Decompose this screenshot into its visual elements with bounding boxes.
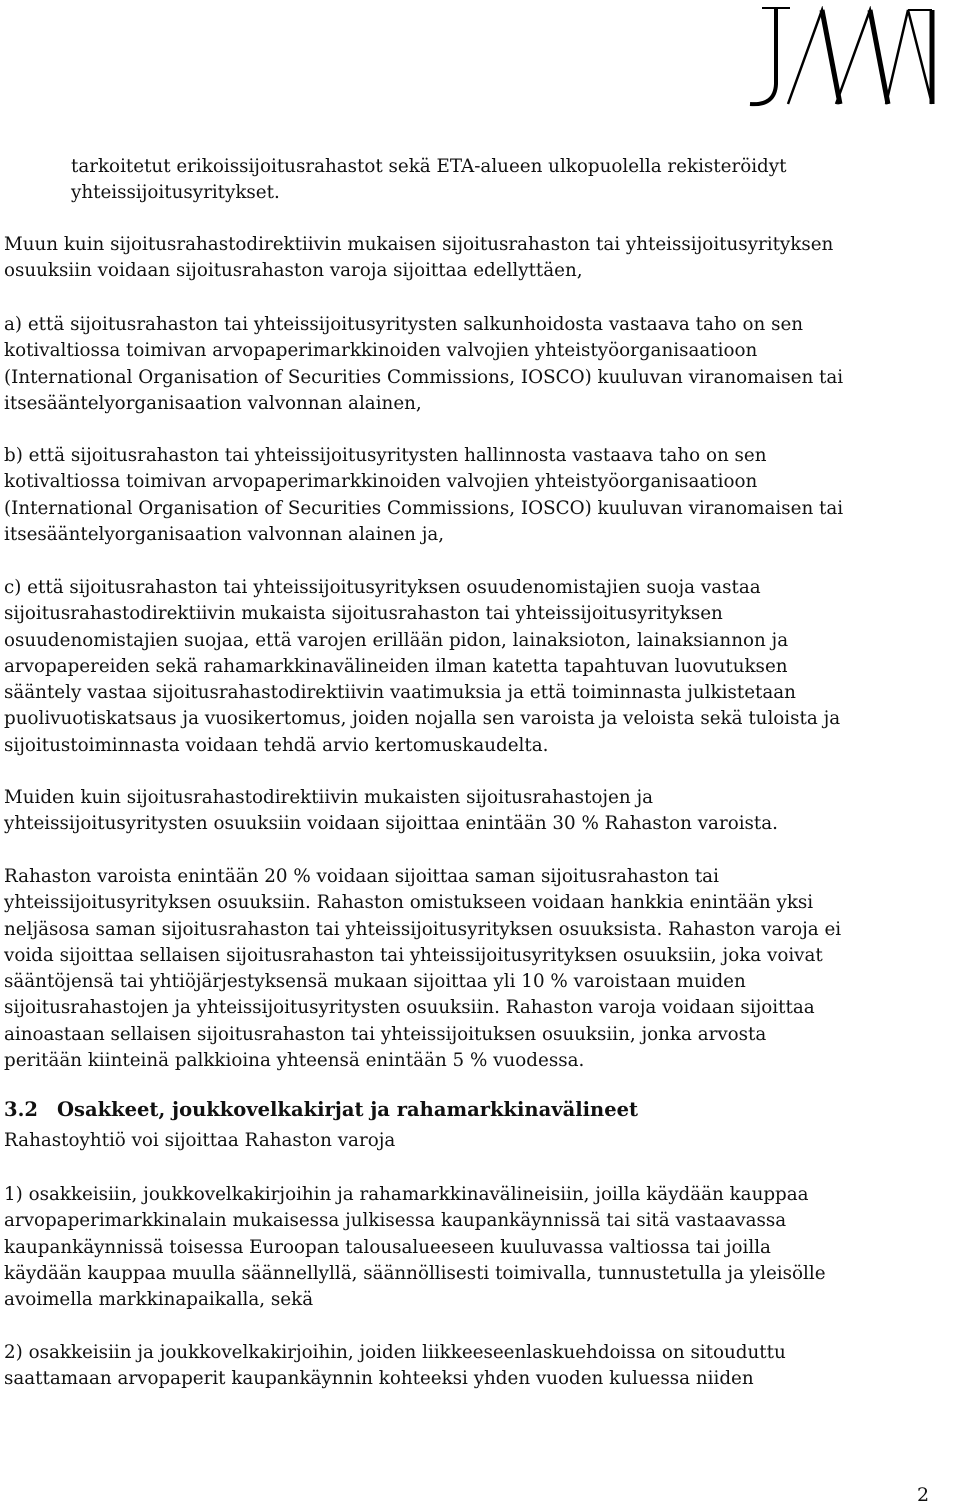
jam-logo — [736, 6, 942, 110]
paragraph-limit-30: Muiden kuin sijoitusrahastodirektiivin mukaisten sijoitusrahastojen ja yhteissijoitusyritysten osuuksiin voidaan sijoittaa enintään 30 % Rahaston varoista. — [4, 787, 778, 835]
paragraph-conditions-intro: Muun kuin sijoitusrahastodirektiivin mukaisen sijoitusrahaston tai yhteissijoitusyrityksen osuuksiin voidaan sijoitusrahaston varoja sijoittaa edellyttäen, — [4, 234, 834, 282]
paragraph-item-2: 2) osakkeisiin ja joukkovelkakirjoihin, joiden liikkeeseenlaskuehdoissa on sitouduttu saattamaan arvopaperit kaupankäynnin kohteeksi yhden vuoden kuluessa niiden — [4, 1342, 786, 1390]
section-title: Osakkeet, joukkovelkakirjat ja rahamarkkinavälineet — [57, 1098, 639, 1121]
paragraph-item-1: 1) osakkeisiin, joukkovelkakirjoihin ja rahamarkkinavälineisiin, joilla käydään kauppaa arvopaperimarkkinalain mukaisessa julkisessa kaupankäynnissä tai sitä vastaavassa kaupankäynnissä toisessa Euroopan talousalueeseen kuuluvassa valtiossa tai joilla käydään kauppaa muulla säännellyllä, säännöllisesti toimivalla, tunnustetulla ja yleisölle avoimella markkinapaikalla, sekä — [4, 1184, 826, 1311]
section-heading — [4, 1096, 638, 1124]
paragraph-condition-c: c) että sijoitusrahaston tai yhteissijoitusyrityksen osuudenomistajien suoja vastaa sijoitusrahastodirektiivin mukaista sijoitusrahaston tai yhteissijoitusyrityksen osuudenomistajien suojaa, että varojen erillään pidon, lainaksioton, lainaksiannon ja arvopapereiden sekä rahamarkkinavälineiden ilman katetta tapahtuvan luovutuksen sääntely vastaa sijoitusrahastodirektiivin vaatimuksia ja että toiminnasta julkistetaan puolivuotiskatsaus ja vuosikertomus, joiden nojalla sen varoista ja veloista sekä tuloista ja sijoitustoiminnasta voidaan tehdä arvio kertomuskaudelta. — [4, 577, 841, 756]
paragraph-condition-a: a) että sijoitusrahaston tai yhteissijoitusyritysten salkunhoidosta vastaava taho on sen kotivaltiossa toimivan arvopaperimarkkinoiden valvojien yhteistyöorganisaatioon (International Organisation of Securities Commissions, IOSCO) kuuluvan viranomaisen tai itsesääntelyorganisaation valvonnan alainen, — [4, 314, 844, 414]
paragraph-intro: Rahastoyhtiö voi sijoittaa Rahaston varoja — [4, 1130, 396, 1151]
paragraph-continuation: tarkoitetut erikoissijoitusrahastot sekä ETA-alueen ulkopuolella rekisteröidyt yhteissijoitusyritykset. — [71, 156, 787, 204]
page-number: 2 — [917, 1484, 930, 1506]
section-number: 3.2 — [4, 1098, 38, 1121]
paragraph-condition-b: b) että sijoitusrahaston tai yhteissijoitusyritysten hallinnosta vastaava taho on sen kotivaltiossa toimivan arvopaperimarkkinoiden valvojien yhteistyöorganisaatioon (International Organisation of Securities Commissions, IOSCO) kuuluvan viranomaisen tai itsesääntelyorganisaation valvonnan alainen ja, — [4, 445, 844, 545]
paragraph-limit-20: Rahaston varoista enintään 20 % voidaan sijoittaa saman sijoitusrahaston tai yhteissijoitusyrityksen osuuksiin. Rahaston omistukseen voidaan hankkia enintään yksi neljäsosa saman sijoitusrahaston tai yhteissijoitusyrityksen osuuksista. Rahaston varoja ei voida sijoittaa sellaisen sijoitusrahaston tai yhteissijoitusyrityksen osuuksiin, joka voivat sääntöjensä tai yhtiöjärjestyksensä mukaan sijoittaa yli 10 % varoistaan muiden sijoitusrahastojen ja yhteissijoitusyritysten osuuksiin. Rahaston varoja voidaan sijoittaa ainoastaan sellaisen sijoitusrahaston tai yhteissijoituksen osuuksiin, jonka arvosta peritään kiinteinä palkkioina yhteensä enintään 5 % vuodessa. — [4, 866, 842, 1072]
